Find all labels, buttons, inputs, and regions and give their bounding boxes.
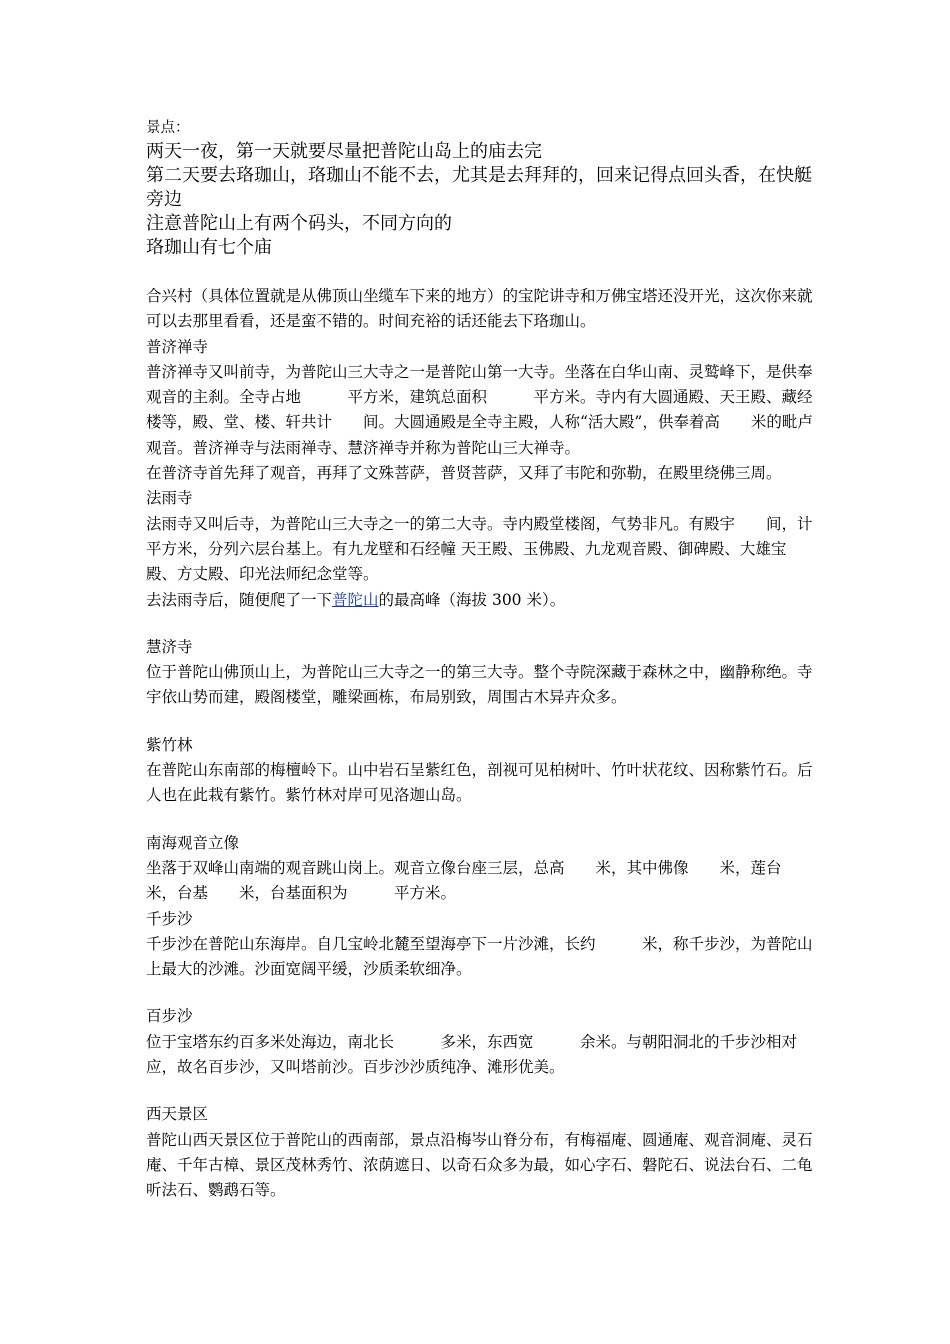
spacer [146,982,816,1004]
spacer [146,1080,816,1102]
intro-line-4: 珞珈山有七个庙 [146,237,272,258]
spacer [146,809,816,831]
section-title-baibusha: 百步沙 [146,1007,193,1026]
section-title-xitian: 西天景区 [146,1105,209,1124]
intro-label: 景点： [146,120,190,136]
section-title-qianbusha: 千步沙 [146,909,193,928]
huiji-paragraph: 位于普陀山佛顶山上，为普陀山三大寺之一的第三大寺。整个寺院深藏于森林之中，幽静称绝。寺宇依山势而建，殿阁楼堂，雕梁画栋，布局别致，周围古木异卉众多。 [146,663,813,707]
section-title-zizhulin: 紫竹林 [146,735,193,754]
hexing-paragraph: 合兴村（具体位置就是从佛顶山坐缆车下来的地方）的宝陀讲寺和万佛宝塔还没开光，这次你来就可以去那里看看，还是蛮不错的。时间充裕的话还能去下珞珈山。 [146,287,813,331]
nanhai-paragraph: 坐落于双峰山南端的观音跳山岗上。观音立像台座三层，总高 米，其中佛像 米，莲台 米，台基 米，台基面积为 平方米。 [146,858,798,903]
spacer [146,260,816,284]
baibusha-paragraph: 位于宝塔东约百多米处海边，南北长 多米，东西宽 余米。与朝阳洞北的千步沙相对应，故名百步沙，又叫塔前沙。百步沙沙质纯净、滩形优美。 [146,1032,798,1077]
section-title-fayu: 法雨寺 [146,489,193,508]
qianbusha-paragraph: 千步沙在普陀山东海岸。自几宝岭北麓至望海亭下一片沙滩，长约 米，称千步沙，为普陀山上最大的沙滩。沙面宽阔平缓，沙质柔软细净。 [146,934,813,979]
puji-paragraph-1: 普济禅寺又叫前寺，为普陀山三大寺之一是普陀山第一大寺。坐落在白华山南、灵鹫峰下，是供奉观音的主刹。全寺占地 平方米，建筑总面积 平方米。寺内有大圆通殿、天王殿、藏经楼等，殿、堂、楼、轩共计 间。大圆通殿是全寺主殿，人称“活大殿”，供奉着高 米的毗卢观音。普济禅寺与法雨禅寺、慧济禅寺并称为普陀山三大禅寺。 [146,362,813,457]
section-title-nanhai: 南海观音立像 [146,833,240,852]
section-title-huiji: 慧济寺 [146,637,193,656]
zizhulin-paragraph: 在普陀山东南部的梅檀岭下。山中岩石呈紫红色，剖视可见柏树叶、竹叶状花纹、因称紫竹石。后人也在此栽有紫竹。紫竹林对岸可见洛迦山岛。 [146,761,813,805]
puji-paragraph-2: 在普济寺首先拜了观音，再拜了文殊菩萨，普贤菩萨，又拜了韦陀和弥勒，在殿里绕佛三周。 [146,464,782,483]
putuoshan-link[interactable]: 普陀山 [332,590,379,609]
intro-line-1: 两天一夜，第一天就要尽量把普陀山岛上的庙去完 [146,141,542,162]
xitian-paragraph: 普陀山西天景区位于普陀山的西南部，景点沿梅岑山脊分布，有梅福庵、圆通庵、观音洞庵、灵石庵、千年古樟、景区茂林秀竹、浓荫遮日、以奇石众多为最，如心字石、磐陀石、说法台石、二龟听法石、鹦鹉石等。 [146,1130,813,1200]
intro-line-2: 第二天要去珞珈山，珞珈山不能不去，尤其是去拜拜的，回来记得点回头香，在快艇旁边 [146,165,812,210]
spacer [146,711,816,733]
fayu-p2-after: 的最高峰（海拔 300 米）。 [378,590,566,609]
section-title-puji: 普济禅寺 [146,337,209,356]
fayu-p2-before: 去法雨寺后，随便爬了一下 [146,590,333,609]
spacer [146,613,816,635]
fayu-paragraph-2 [146,588,816,613]
fayu-paragraph-1: 法雨寺又叫后寺，为普陀山三大寺之一的第二大寺。寺内殿堂楼阁，气势非凡。有殿宇 间，计 平方米，分列六层台基上。有九龙壁和石经幢 天王殿、玉佛殿、九龙观音殿、御碑殿、大雄宝殿、方丈殿、印光法师纪念堂等。 [146,514,860,584]
document-content [146,116,860,1204]
intro-line-3: 注意普陀山上有两个码头，不同方向的 [146,213,452,234]
